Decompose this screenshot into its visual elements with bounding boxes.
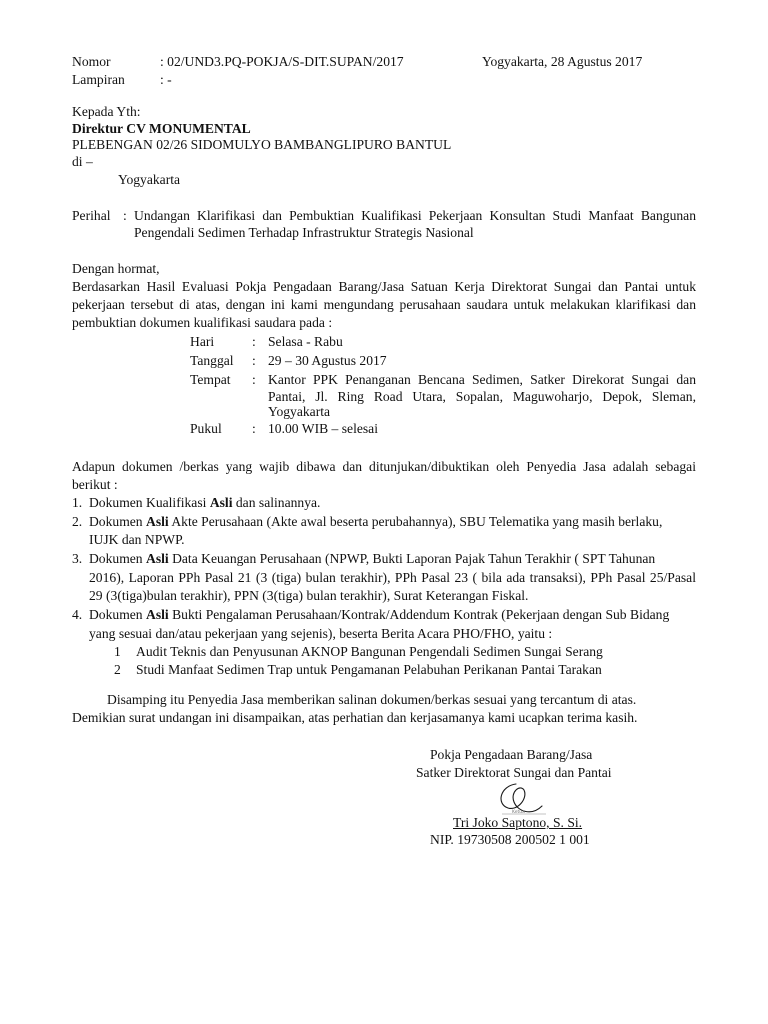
pukul-label: Pukul [190, 421, 222, 436]
recipient-address: PLEBENGAN 02/26 SIDOMULYO BAMBANGLIPURO BANTUL [72, 137, 452, 152]
sub-item-2-text: Studi Manfaat Sedimen Trap untuk Pengamanan Pelabuhan Perikanan Pantai Tarakan [136, 662, 602, 677]
list-item-4 [72, 607, 669, 623]
recipient-di: di – [72, 154, 93, 169]
signer-nip: NIP. 19730508 200502 1 001 [430, 832, 590, 847]
sub-item-1-text: Audit Teknis dan Penyusunan AKNOP Bangunan Pengendali Sedimen Sungai Serang [136, 644, 603, 659]
kepada-yth: Kepada Yth: [72, 104, 141, 119]
subject-line-1: Undangan Klarifikasi dan Pembuktian Kualifikasi Pekerjaan Konsultan Studi Manfaat Bangunan [134, 208, 696, 223]
lampiran-value: : - [160, 72, 172, 87]
lampiran-label: Lampiran [72, 72, 125, 87]
subject-label: Perihal [72, 208, 111, 223]
subject-line-2: Pengendali Sedimen Terhadap Infrastruktur Strategis Nasional [134, 225, 474, 240]
pukul-value: 10.00 WIB – selesai [268, 421, 378, 436]
tempat-line-3: Yogyakarta [268, 404, 331, 419]
tempat-colon: : [252, 372, 256, 387]
intro-line-2: pekerjaan tersebut di atas, dengan ini kami mengundang perusahaan saudara untuk melakukan klarifikasi dan [72, 297, 696, 312]
intro-line-1: Berdasarkan Hasil Evaluasi Pokja Pengadaan Barang/Jasa Satuan Kerja Direktorat Sungai dan Pantai untuk [72, 279, 696, 294]
signature-stamp-text: Ketua [512, 810, 525, 815]
tanggal-colon: : [252, 353, 256, 368]
list-item-3-tail: Data Keuangan Perusahaan (NPWP, Bukti Laporan Pajak Tahun Terakhir ( SPT Tahunan [168, 551, 656, 566]
pukul-colon: : [252, 421, 256, 436]
tempat-line-1: Kantor PPK Penanganan Bencana Sedimen, Satker Direkorat Sungai dan [268, 372, 696, 387]
documents-intro-line-2: berikut : [72, 477, 118, 492]
tempat-line-2: Pantai, Jl. Ring Road Utara, Sopalan, Maguwoharjo, Depok, Sleman, [268, 389, 696, 404]
list-item-3-line-2: 2016), Laporan PPh Pasal 21 (3 (tiga) bulan terakhir), PPh Pasal 23 ( bila ada transaksi), PPh Pasal 25/Pasal [89, 570, 696, 585]
tempat-label: Tempat [190, 372, 231, 387]
asli-emphasis: Asli [209, 495, 233, 510]
recipient-name: Direktur CV MONUMENTAL [72, 121, 251, 136]
recipient-city: Yogyakarta [118, 172, 181, 187]
tanggal-label: Tanggal [190, 353, 234, 368]
nomor-label: Nomor [72, 54, 111, 69]
sub-item-2-number: 2 [114, 662, 121, 677]
closing-line-1: Disamping itu Penyedia Jasa memberikan salinan dokumen/berkas sesuai yang tercantum di atas. [107, 692, 637, 707]
list-item-1 [72, 495, 320, 511]
list-item-3 [72, 551, 655, 567]
signature-org-line-2: Satker Direktorat Sungai dan Pantai [416, 765, 612, 780]
asli-emphasis: Asli [146, 607, 169, 622]
tanggal-value: 29 – 30 Agustus 2017 [268, 353, 387, 368]
list-item-4-line-2: yang sesuai dan/atau pekerjaan yang sejenis), beserta Berita Acara PHO/FHO, yaitu : [89, 626, 553, 641]
greeting: Dengan hormat, [72, 261, 160, 276]
sub-item-1-number: 1 [114, 644, 121, 659]
hari-value: Selasa - Rabu [268, 334, 343, 349]
documents-intro-line-1: Adapun dokumen /berkas yang wajib dibawa dan ditunjukan/dibuktikan oleh Penyedia Jasa adalah sebagai [72, 459, 696, 474]
intro-line-3: pembuktian dokumen kualifikasi saudara pada : [72, 315, 333, 330]
list-item-2-line-2: IUJK dan NPWP. [89, 532, 185, 547]
signer-name: Tri Joko Saptono, S. Si. [453, 815, 583, 830]
closing-line-2: Demikian surat undangan ini disampaikan, atas perhatian dan kerjasamanya kami ucapkan terima kasih. [72, 710, 638, 725]
asli-emphasis: Asli [146, 514, 169, 529]
nomor-value: : 02/UND3.PQ-POKJA/S-DIT.SUPAN/2017 [160, 54, 404, 69]
asli-emphasis: Asli [146, 551, 169, 566]
list-item-1-tail: dan salinannya. [232, 495, 321, 510]
list-item-3-line-3: 29 (3(tiga)bulan terakhir), PPN (3(tiga) bulan terakhir), Surat Keterangan Fiskal. [89, 588, 529, 603]
list-item-1-text: 1. Dokumen Kualifikasi [72, 495, 210, 510]
list-item-4-text: 4. Dokumen [72, 607, 147, 622]
list-item-2-text: 2. Dokumen [72, 514, 147, 529]
place-date: Yogyakarta, 28 Agustus 2017 [482, 54, 643, 69]
hari-colon: : [252, 334, 256, 349]
list-item-4-tail: Bukti Pengalaman Perusahaan/Kontrak/Addendum Kontrak (Pekerjaan dengan Sub Bidang [168, 607, 670, 622]
subject-colon: : [123, 208, 127, 223]
hari-label: Hari [190, 334, 215, 349]
list-item-2-tail: Akte Perusahaan (Akte awal beserta perubahannya), SBU Telematika yang masih berlaku, [168, 514, 663, 529]
list-item-2 [72, 514, 696, 530]
signature-org-line-1: Pokja Pengadaan Barang/Jasa [430, 747, 593, 762]
list-item-3-text: 3. Dokumen [72, 551, 147, 566]
